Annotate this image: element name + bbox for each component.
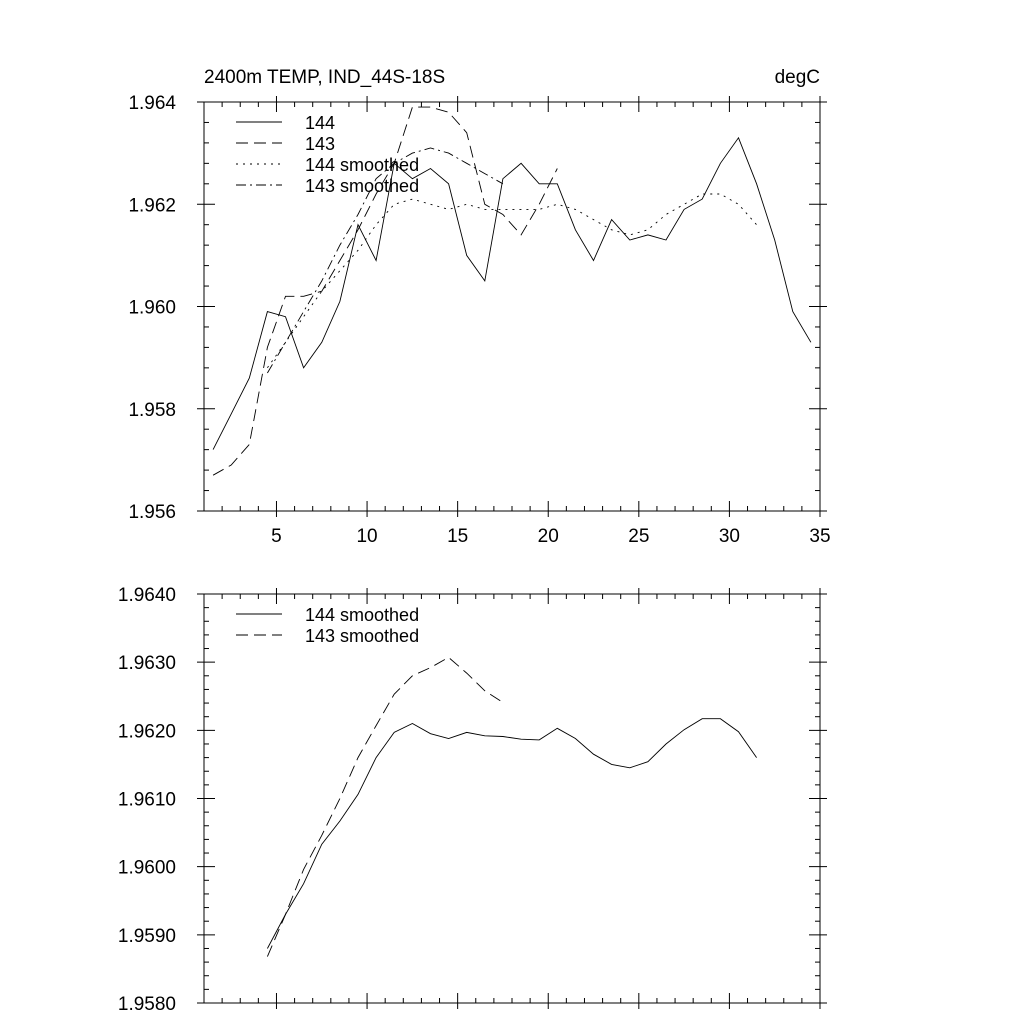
x-tick-label: 5 [271,526,282,547]
plot-frame [204,594,820,1003]
y-tick-label: 1.956 [128,502,176,523]
y-tick-label: 1.9610 [117,789,176,811]
series-lines [267,657,756,956]
legend-label-144-smoothed: 144 smoothed [305,605,420,625]
y-tick-label: 1.9630 [117,653,176,675]
y-tick-label: 1.964 [128,93,176,114]
legend-label-144: 144 [305,113,336,133]
legend-label-143: 143 [305,134,336,154]
x-tick-label: 35 [809,526,831,547]
legend [236,113,419,196]
plot-frame [204,102,820,511]
series-lines [213,107,811,475]
series-line-144 [213,138,811,450]
y-tick-label: 1.9620 [117,721,176,743]
series-line-143-smoothed [267,657,503,956]
legend-label-143-smoothed: 143 smoothed [305,626,420,646]
x-tick-label: 25 [628,526,650,547]
axis-ticks [128,93,830,547]
legend [236,605,419,646]
y-tick-label: 1.962 [128,195,176,217]
y-tick-label: 1.9580 [117,994,176,1015]
y-tick-label: 1.9600 [117,857,176,879]
y-tick-label: 1.958 [128,399,176,421]
top-chart-panel [128,67,830,547]
chart-title: 2400m TEMP, IND_44S-18S [204,67,446,88]
y-tick-label: 1.9590 [117,925,176,947]
y-tick-label: 1.960 [128,297,176,319]
series-line-144-smoothed [267,719,756,949]
x-tick-label: 20 [537,526,559,547]
x-tick-label: 15 [447,526,469,547]
x-tick-label: 30 [718,526,740,547]
axis-ticks [118,585,827,1015]
legend-label-143-smoothed: 143 smoothed [305,176,420,196]
series-line-144-smoothed [267,194,756,368]
bottom-chart-panel [118,585,827,1015]
y-tick-label: 1.9640 [117,585,176,606]
chart-units: degC [774,67,820,88]
x-tick-label: 10 [356,526,378,547]
legend-label-144-smoothed: 144 smoothed [305,155,420,175]
